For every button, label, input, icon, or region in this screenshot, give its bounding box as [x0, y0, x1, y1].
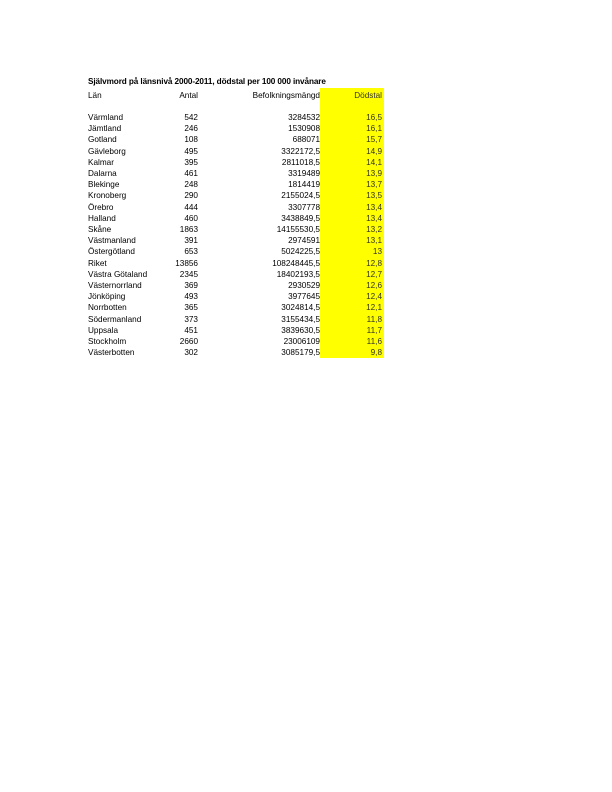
- cell-antal: 246: [184, 124, 198, 134]
- cell-lan: Blekinge: [88, 180, 120, 190]
- table-row: [88, 325, 384, 336]
- cell-dodstal: 11,6: [320, 336, 384, 347]
- table-row: [88, 168, 384, 179]
- cell-befolkning: 3319489: [288, 169, 320, 179]
- table-row: [88, 123, 384, 134]
- cell-antal: 493: [184, 292, 198, 302]
- table-row: [88, 224, 384, 235]
- cell-antal: 461: [184, 169, 198, 179]
- table-row: [88, 246, 384, 257]
- cell-dodstal: 13,9: [320, 168, 384, 179]
- table-row: [88, 112, 384, 123]
- table-row: [88, 134, 384, 145]
- table-row: [88, 146, 384, 157]
- table-row: [88, 347, 384, 358]
- header-dodstal: Dödstal: [320, 88, 384, 104]
- cell-dodstal: 16,1: [320, 123, 384, 134]
- cell-dodstal: 15,7: [320, 134, 384, 145]
- cell-antal: 2660: [179, 337, 198, 347]
- table-row: [88, 302, 384, 313]
- cell-befolkning: 3438849,5: [281, 213, 320, 223]
- sheet-title: Självmord på länsnivå 2000-2011, dödstal per 100 000 invånare: [88, 77, 326, 86]
- table-row: [88, 235, 384, 246]
- cell-lan: Kronoberg: [88, 191, 127, 201]
- cell-lan: Västmanland: [88, 236, 136, 246]
- cell-dodstal: 12,8: [320, 258, 384, 269]
- cell-dodstal: 12,6: [320, 280, 384, 291]
- cell-antal: 365: [184, 303, 198, 313]
- spreadsheet-page: [88, 76, 388, 358]
- cell-antal: 653: [184, 247, 198, 257]
- cell-befolkning: 2811018,5: [281, 157, 320, 167]
- table-row: [88, 213, 384, 224]
- cell-lan: Uppsala: [88, 325, 119, 335]
- cell-befolkning: 3085179,5: [281, 348, 320, 358]
- cell-lan: Riket: [88, 258, 107, 268]
- cell-dodstal: 14,9: [320, 146, 384, 157]
- cell-dodstal: 12,4: [320, 291, 384, 302]
- cell-dodstal: 13: [320, 246, 384, 257]
- table-row: [88, 291, 384, 302]
- cell-antal: 1863: [179, 225, 198, 235]
- cell-lan: Gotland: [88, 135, 117, 145]
- cell-befolkning: 3284532: [288, 113, 320, 122]
- cell-antal: 290: [184, 191, 198, 201]
- header-antal: Antal: [179, 91, 198, 100]
- cell-antal: 460: [184, 213, 198, 223]
- table-row: [88, 336, 384, 347]
- cell-befolkning: 23006109: [283, 337, 320, 347]
- header-row: [88, 88, 384, 104]
- cell-lan: Skåne: [88, 225, 112, 235]
- table-row: [88, 179, 384, 190]
- cell-antal: 391: [184, 236, 198, 246]
- cell-befolkning: 3024814,5: [281, 303, 320, 313]
- cell-dodstal: 13,4: [320, 213, 384, 224]
- cell-antal: 369: [184, 281, 198, 291]
- cell-dodstal: 12,1: [320, 302, 384, 313]
- cell-befolkning: 3977645: [288, 292, 320, 302]
- cell-befolkning: 3839630,5: [281, 325, 320, 335]
- cell-dodstal: 13,2: [320, 224, 384, 235]
- cell-lan: Västernorrland: [88, 281, 142, 291]
- table-row: [88, 280, 384, 291]
- cell-lan: Gävleborg: [88, 146, 126, 156]
- table-row: [88, 314, 384, 325]
- cell-befolkning: 108248445,5: [272, 258, 320, 268]
- cell-dodstal: 13,4: [320, 202, 384, 213]
- data-table: [88, 88, 384, 358]
- cell-lan: Jönköping: [88, 292, 126, 302]
- cell-antal: 108: [184, 135, 198, 145]
- spacer-row: [88, 104, 384, 112]
- table-row: [88, 157, 384, 168]
- table-row: [88, 202, 384, 213]
- cell-lan: Jämtland: [88, 124, 122, 134]
- cell-dodstal: 12,7: [320, 269, 384, 280]
- cell-befolkning: 14155530,5: [276, 225, 320, 235]
- cell-befolkning: 18402193,5: [276, 269, 320, 279]
- cell-lan: Örebro: [88, 202, 114, 212]
- table-row: [88, 269, 384, 280]
- header-lan: Län: [88, 91, 102, 100]
- table-row: [88, 258, 384, 269]
- cell-befolkning: 3307778: [288, 202, 320, 212]
- cell-lan: Norrbotten: [88, 303, 127, 313]
- cell-dodstal: 16,5: [320, 112, 384, 123]
- cell-lan: Stockholm: [88, 337, 127, 347]
- header-befolkning: Befolkningsmängd: [252, 91, 320, 100]
- cell-lan: Södermanland: [88, 314, 142, 324]
- cell-befolkning: 2930529: [288, 281, 320, 291]
- cell-antal: 248: [184, 180, 198, 190]
- cell-antal: 542: [184, 113, 198, 122]
- table-row: [88, 190, 384, 201]
- cell-antal: 451: [184, 325, 198, 335]
- cell-dodstal: 11,8: [320, 314, 384, 325]
- cell-befolkning: 3155434,5: [281, 314, 320, 324]
- cell-befolkning: 2974591: [288, 236, 320, 246]
- cell-lan: Västerbotten: [88, 348, 135, 358]
- cell-befolkning: 5024225,5: [281, 247, 320, 257]
- cell-dodstal: 14,1: [320, 157, 384, 168]
- cell-befolkning: 1530908: [288, 124, 320, 134]
- cell-lan: Östergötland: [88, 247, 135, 257]
- cell-dodstal: 13,1: [320, 235, 384, 246]
- cell-dodstal: 13,5: [320, 190, 384, 201]
- cell-lan: Dalarna: [88, 169, 117, 179]
- cell-lan: Värmland: [88, 113, 124, 122]
- cell-antal: 373: [184, 314, 198, 324]
- cell-lan: Kalmar: [88, 157, 114, 167]
- cell-befolkning: 2155024,5: [281, 191, 320, 201]
- cell-befolkning: 1814419: [288, 180, 320, 190]
- cell-antal: 2345: [179, 269, 198, 279]
- cell-antal: 495: [184, 146, 198, 156]
- cell-lan: Västra Götaland: [88, 269, 148, 279]
- cell-lan: Halland: [88, 213, 116, 223]
- cell-antal: 302: [184, 348, 198, 358]
- cell-antal: 444: [184, 202, 198, 212]
- cell-dodstal: 13,7: [320, 179, 384, 190]
- cell-antal: 395: [184, 157, 198, 167]
- cell-dodstal: 11,7: [320, 325, 384, 336]
- cell-antal: 13856: [175, 258, 198, 268]
- cell-dodstal: 9,8: [320, 347, 384, 358]
- cell-befolkning: 688071: [292, 135, 320, 145]
- cell-befolkning: 3322172,5: [281, 146, 320, 156]
